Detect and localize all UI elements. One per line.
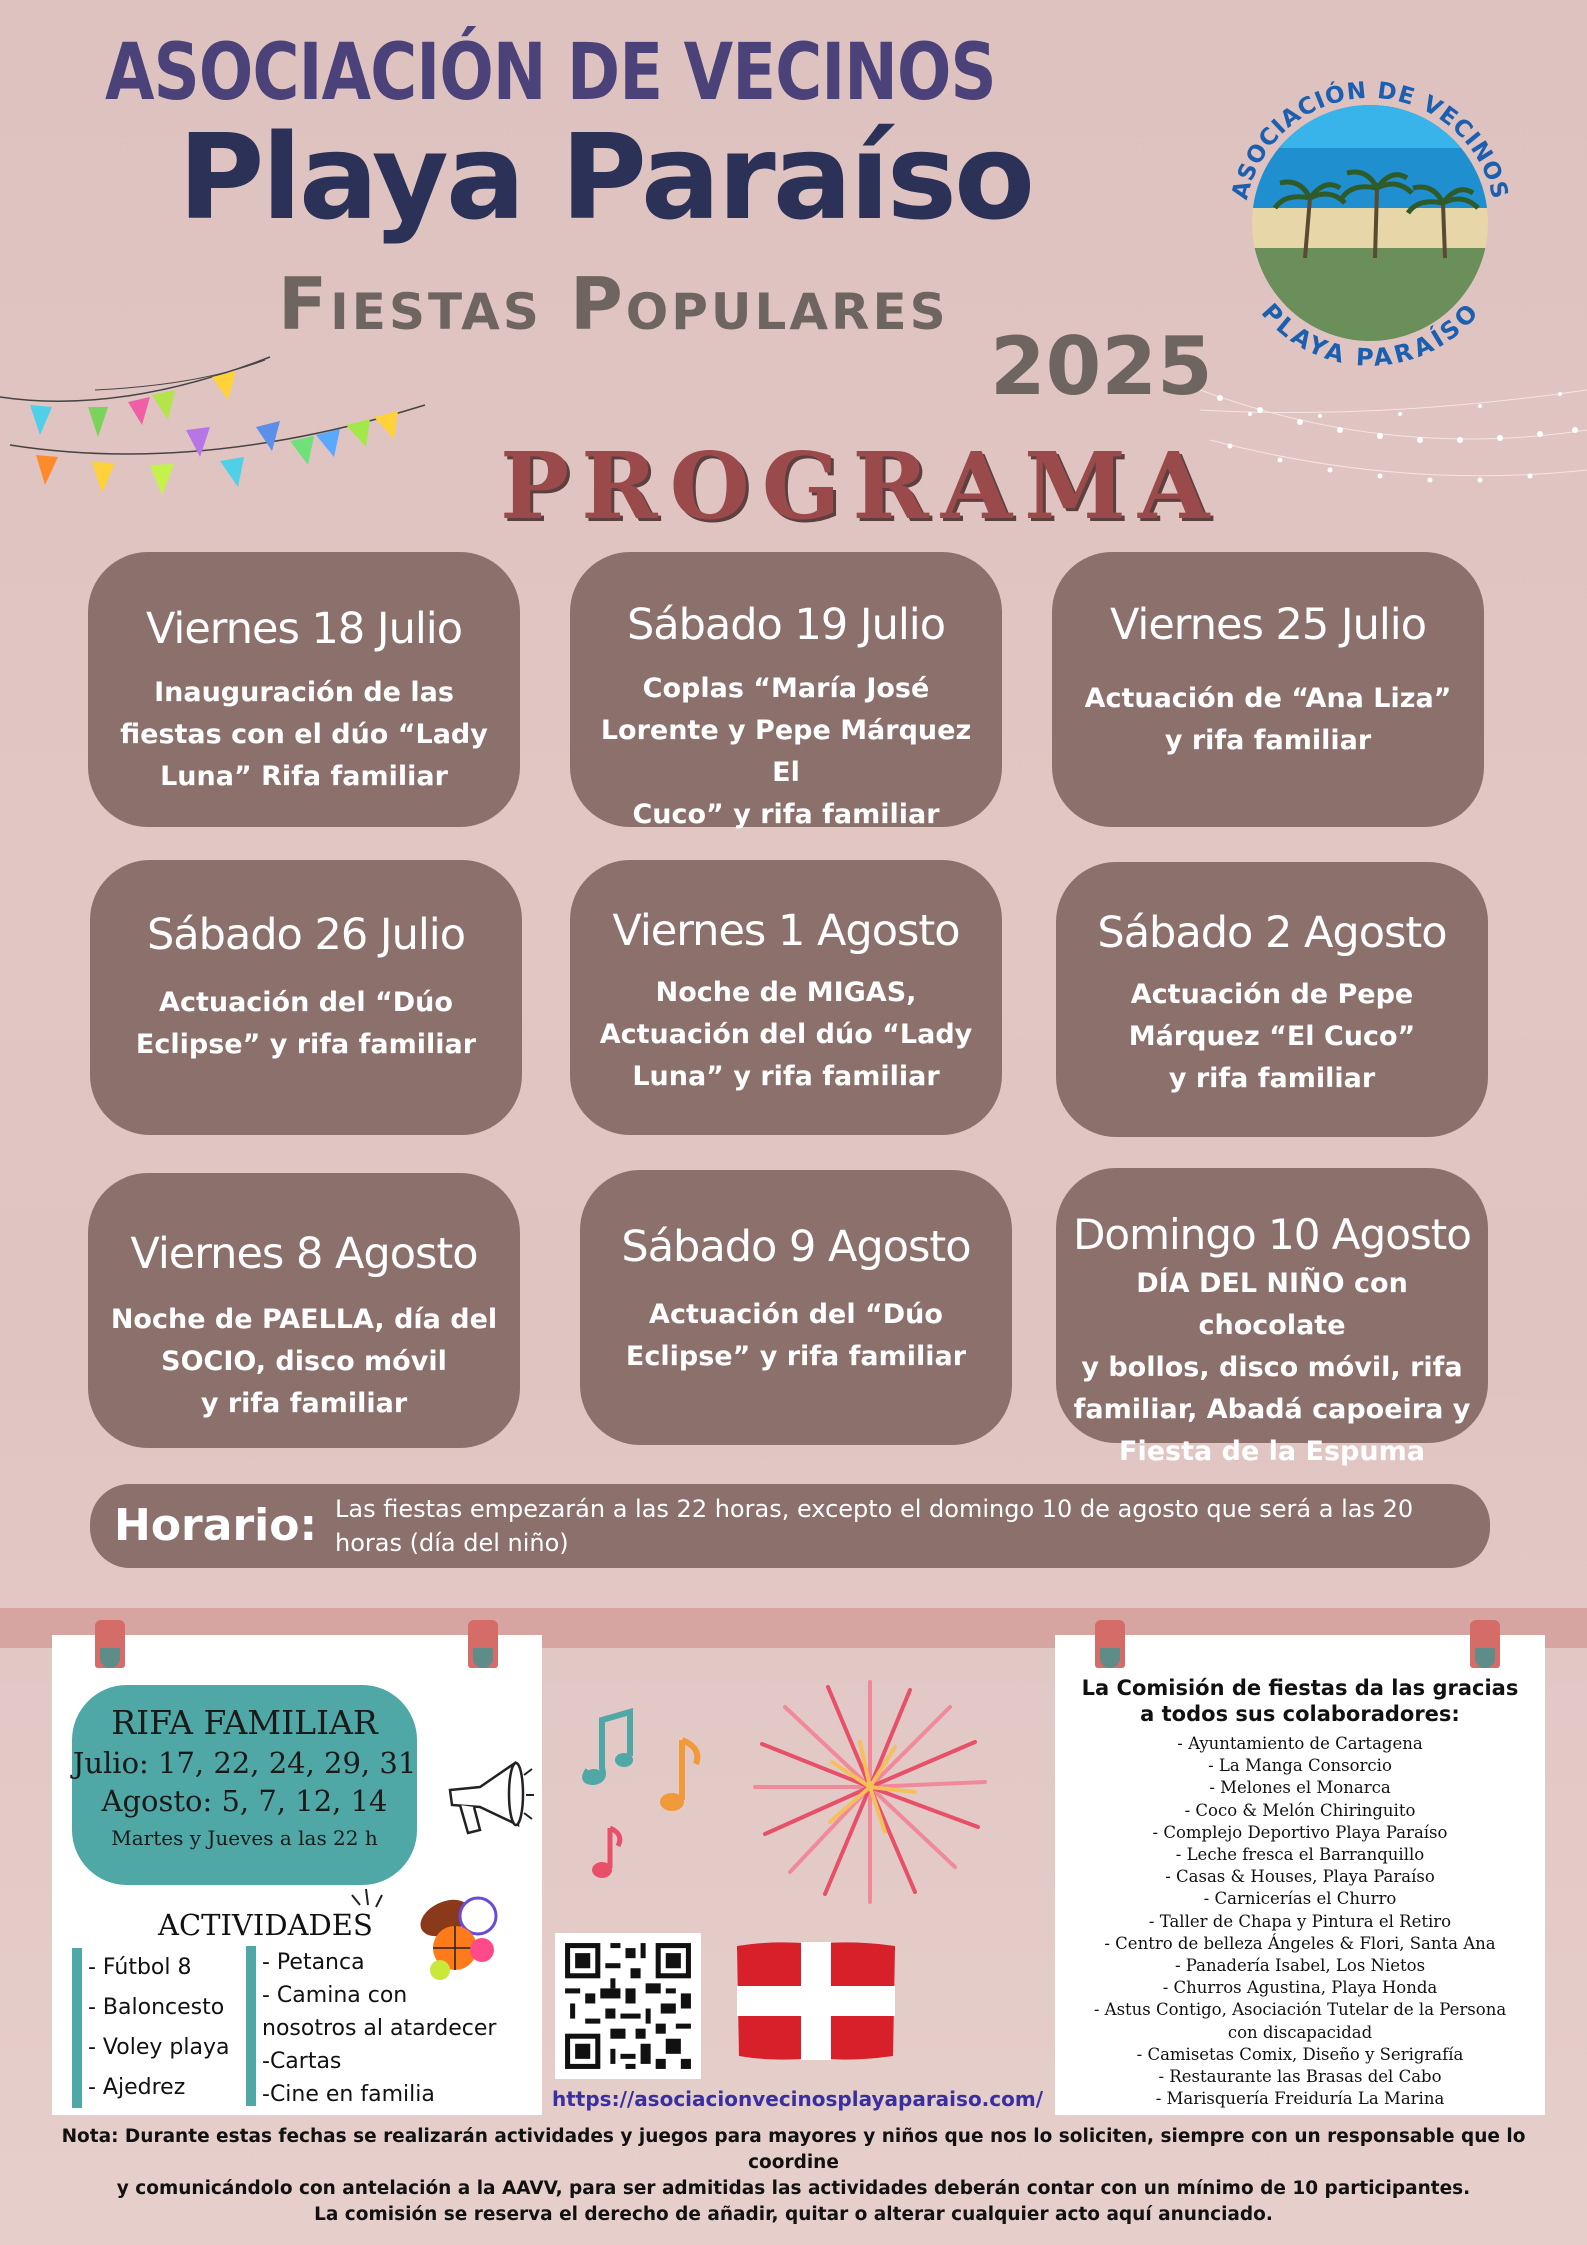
sponsor-item: - Camisetas Comix, Diseño y Serigrafía <box>1136 2044 1464 2064</box>
event-date: Viernes 8 Agosto <box>130 1229 478 1279</box>
event-date: Domingo 10 Agosto <box>1073 1210 1471 1259</box>
schedule-text: Las fiestas empezarán a las 22 horas, excepto el domingo 10 de agosto que será a las 20 horas (día del niño) <box>335 1495 1414 1557</box>
event-description: Inauguración de las fiestas con el dúo “Lady Luna” Rifa familiar <box>120 677 488 792</box>
sponsor-item: con discapacidad <box>1227 2022 1373 2042</box>
qr-code[interactable] <box>555 1933 701 2079</box>
note-line: La comisión se reserva el derecho de añadir, quitar o alterar cualquier acto aquí anunciado. <box>314 2204 1273 2225</box>
sponsor-item: - Marisquería Freiduría La Marina <box>1155 2089 1445 2109</box>
event-card <box>1056 1168 1488 1467</box>
sponsor-item: - Melones el Monarca <box>1209 1778 1391 1798</box>
qr-code-icon <box>555 1933 701 2079</box>
sponsor-item: - Leche fresca el Barranquillo <box>1175 1845 1425 1865</box>
note-line: y comunicándolo con antelación a la AAVV, para ser admitidas las actividades deberán contar con un mínimo de 10 participantes. <box>116 2178 1471 2199</box>
event-card <box>580 1170 1012 1445</box>
activity-item: -Cine en familia <box>262 2082 435 2107</box>
fairy-lights-decoration <box>1200 370 1587 520</box>
event-description: Actuación de Pepe Márquez “El Cuco” y rifa familiar <box>1128 979 1416 1094</box>
logo-bottom-text: PLAYA PARAÍSO <box>1255 298 1485 372</box>
event-description: Actuación de “Ana Liza” y rifa familiar <box>1084 683 1452 756</box>
event-description: Noche de PAELLA, día del SOCIO, disco móvil y rifa familiar <box>110 1304 498 1419</box>
event-title: Fiestas Populares <box>278 262 949 346</box>
rifa-julio: Julio: 17, 22, 24, 29, 31 <box>72 1746 417 1780</box>
pin-icon <box>468 1620 498 1668</box>
place-title: Playa Paraíso <box>178 108 1033 246</box>
sponsor-item: - Casas & Houses, Playa Paraíso <box>1165 1867 1435 1887</box>
activity-item: - Baloncesto <box>88 1995 225 2020</box>
sponsor-item: - Restaurante las Brasas del Cabo <box>1158 2067 1442 2087</box>
cartagena-flag-icon <box>733 1938 899 2064</box>
activities-list <box>72 1948 229 2108</box>
schedule-banner <box>90 1484 1490 1568</box>
event-card <box>88 552 520 827</box>
sponsor-item: - Ayuntamiento de Cartagena <box>1177 1734 1423 1753</box>
association-title: ASOCIACIÓN DE VECINOS <box>105 28 996 118</box>
rifa-hora: Martes y Jueves a las 22 h <box>111 1826 378 1850</box>
sponsor-item: - Churros Agustina, Playa Honda <box>1162 1978 1438 1998</box>
megaphone-icon <box>440 1755 535 1845</box>
event-card <box>90 860 522 1135</box>
event-description: Noche de MIGAS, Actuación del dúo “Lady Luna” y rifa familiar <box>599 977 973 1092</box>
sponsor-item: - Panadería Isabel, Los Nietos <box>1174 1956 1426 1976</box>
sports-balls-icon <box>410 1888 505 1983</box>
pin-icon <box>95 1620 125 1668</box>
event-date: Sábado 19 Julio <box>626 600 946 650</box>
event-date: Sábado 2 Agosto <box>1097 908 1447 958</box>
sponsor-item: - Coco & Melón Chiringuito <box>1184 1800 1416 1820</box>
fireworks-icon <box>720 1662 1020 1932</box>
sponsor-item: - Centro de belleza Ángeles & Flori, Santa Ana <box>1104 1933 1496 1953</box>
activity-item: - Camina con <box>262 1983 408 2008</box>
activity-item: - Fútbol 8 <box>88 1955 192 1980</box>
rifa-box <box>72 1685 417 1885</box>
programa-heading: PROGRAMA <box>500 432 1222 540</box>
association-logo <box>1205 58 1535 388</box>
event-description: DÍA DEL NIÑO con chocolate y bollos, disco móvil, rifa familiar, Abadá capoeira y Fiesta de la Espuma <box>1073 1268 1471 1467</box>
event-card <box>1052 552 1484 827</box>
rifa-title: RIFA FAMILIAR <box>111 1703 378 1742</box>
activities-title: ACTIVIDADES <box>158 1908 373 1942</box>
event-description: Actuación del “Dúo Eclipse” y rifa familiar <box>135 987 477 1060</box>
activity-item: nosotros al atardecer <box>262 2016 497 2041</box>
event-card <box>88 1173 520 1448</box>
sponsor-item: - Astus Contigo, Asociación Tutelar de la Persona <box>1093 2000 1507 2020</box>
activity-item: - Voley playa <box>88 2035 230 2060</box>
thanks-heading: La Comisión de fiestas da las gracias a todos sus colaboradores: <box>1081 1676 1519 1726</box>
footer-note <box>40 2124 1547 2228</box>
note-line: Nota: Durante estas fechas se realizarán actividades y juegos para mayores y niños que nos lo soliciten, siempre con un responsable que lo coordine <box>61 2126 1526 2173</box>
activity-item: -Cartas <box>262 2049 342 2074</box>
pin-icon <box>1095 1620 1125 1668</box>
schedule-label: Horario: <box>114 1500 318 1551</box>
activity-item: - Petanca <box>262 1950 365 1975</box>
event-card <box>570 552 1002 830</box>
sponsor-item: - Taller de Chapa y Pintura el Retiro <box>1148 1911 1452 1931</box>
event-description: Coplas “María José Lorente y Pepe Márquez El Cuco” y rifa familiar <box>600 673 972 830</box>
website-link[interactable]: https://asociacionvecinosplayaparaiso.com/ <box>552 2087 1044 2111</box>
event-card <box>1056 862 1488 1137</box>
bunting-decoration <box>0 345 440 525</box>
year-label: 2025 <box>990 320 1213 413</box>
event-date: Viernes 1 Agosto <box>612 906 960 956</box>
event-date: Viernes 18 Julio <box>145 604 463 654</box>
logo-top-text: ASOCIACIÓN DE VECINOS <box>1227 77 1513 203</box>
event-description: Actuación del “Dúo Eclipse” y rifa familiar <box>625 1299 967 1372</box>
music-notes-icon <box>580 1700 710 1890</box>
pin-icon <box>1470 1620 1500 1668</box>
sponsor-item: - Carnicerías el Churro <box>1203 1889 1397 1909</box>
rifa-agosto: Agosto: 5, 7, 12, 14 <box>101 1784 388 1818</box>
event-date: Viernes 25 Julio <box>1109 600 1427 650</box>
event-date: Sábado 9 Agosto <box>621 1222 971 1272</box>
activity-item: - Ajedrez <box>88 2075 186 2100</box>
sponsor-item: - Complejo Deportivo Playa Paraíso <box>1152 1822 1448 1842</box>
event-card <box>570 860 1002 1135</box>
sponsor-list <box>1068 1733 1532 2110</box>
event-date: Sábado 26 Julio <box>146 910 466 960</box>
sponsor-item: - La Manga Consorcio <box>1208 1756 1392 1776</box>
